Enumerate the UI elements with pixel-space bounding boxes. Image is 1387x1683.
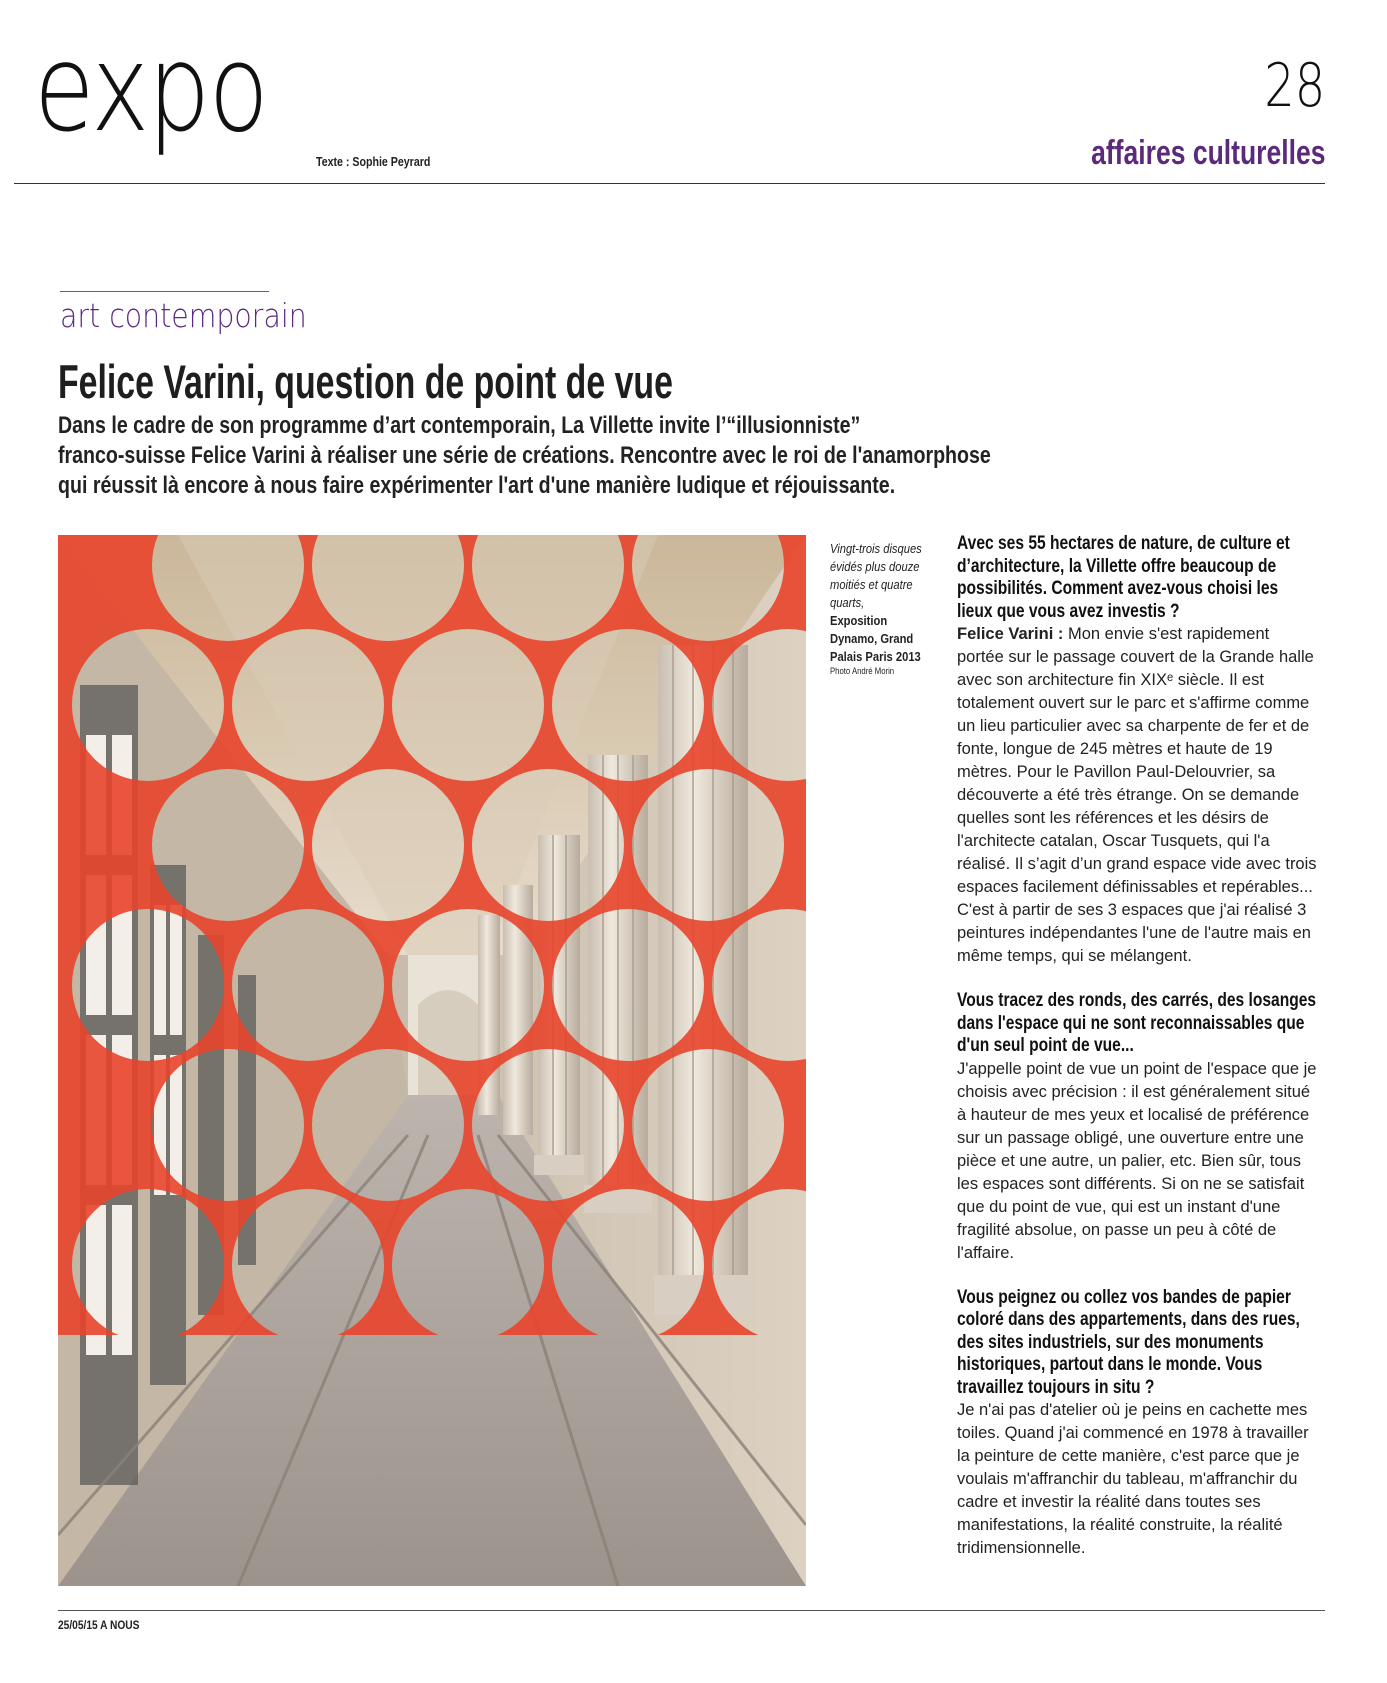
standfirst-line: franco-suisse Felice Varini à réaliser une série de créations. Rencontre avec le roi de l'anamorphose <box>58 442 991 469</box>
byline: Texte : Sophie Peyrard <box>316 155 431 169</box>
caption-title: Vingt-trois disques évidés plus douze moitiés et quatre quarts, <box>830 541 922 610</box>
interview-answer <box>957 1058 1319 1265</box>
kicker-divider <box>60 291 269 292</box>
caption-exhibition: Exposition Dynamo, Grand Palais Paris 2013 <box>830 613 921 664</box>
qa-block <box>957 1287 1317 1561</box>
footer-divider <box>58 1610 1325 1611</box>
answer-text: Je n'ai pas d'atelier où je peins en cachette mes toiles. Quand j'ai commencé en 1978 à travailler la peinture de cette manière, c'est parce que je voulais m'affranchir du tableau, m'affranchir du cadre et investir la réalité dans toutes ses manifestations, la réalité construite, la réalité tridimensionnelle. <box>957 1401 1309 1557</box>
installation-photo <box>58 535 806 1586</box>
header-divider <box>14 183 1325 184</box>
standfirst-line: Dans le cadre de son programme d’art contemporain, La Villette invite l’“illusionniste” <box>58 412 861 439</box>
kicker: art contemporain <box>60 296 307 335</box>
photo-credit: Photo André Morin <box>830 666 895 676</box>
answer-text: J'appelle point de vue un point de l'espace que je choisis avec précision : il est généralement situé à hauteur de mes yeux et localisé de préférence sur un passage obligé, une ouverture entre une pièce et une autre, un palier, etc. Bien sûr, tous les espaces sont différents. Si on ne se satisfait que du point de vue, qui est un instant d'une fragilité absolue, on passe un peu à côté de l'affaire. <box>957 1059 1317 1262</box>
interview-question: Avec ses 55 hectares de nature, de culture et d’architecture, la Villette offre beaucoup de possibilités. Comment avez-vous choisi les lieux que vous avez investis ? <box>957 533 1290 622</box>
standfirst-line: qui réussit là encore à nous faire expérimenter l'art d'une manière ludique et réjouissante. <box>58 472 896 499</box>
interview-answer <box>957 623 1319 968</box>
speaker-name: Felice Varini : <box>957 625 1064 643</box>
standfirst <box>58 411 1026 501</box>
page-number: 28 <box>1263 51 1325 121</box>
interview-column <box>957 533 1317 1582</box>
footer-folio: 25/05/15 A NOUS <box>58 1618 140 1632</box>
interview-question: Vous peignez ou collez vos bandes de papier coloré dans des appartements, dans des rues, des sites industriels, sur des monuments historiques, partout dans le monde. Vous travaillez toujours in situ ? <box>957 1286 1300 1398</box>
interview-question: Vous tracez des ronds, des carrés, des losanges dans l'espace qui ne sont reconnaissables que d'un seul point de vue... <box>957 990 1317 1056</box>
qa-block <box>957 990 1317 1265</box>
photo-caption <box>830 540 925 677</box>
section-title: affaires culturelles <box>1090 134 1325 172</box>
answer-text: Mon envie s'est rapidement portée sur le passage couvert de la Grande halle avec son architecture fin XIXᵉ siècle. Il est totalement ouvert sur le parc et s'affirme comme un lieu particulier avec sa charpente de fer et de fonte, longue de 245 mètres et haute de 19 mètres. Pour le Pavillon Paul-Delouvrier, sa découverte a été très étrange. On se demande quelles sont les références et les désirs de l'architecte catalan, Oscar Tusquets, qui l'a réalisé. Il s’agit d’un grand espace vide avec trois espaces facilement définissables et repérables... C'est à partir de ses 3 espaces que j'ai réalisé 3 peintures indépendantes l'une de l'autre mais en même temps, qui se mélangent. <box>957 625 1317 965</box>
interview-answer <box>957 1399 1319 1560</box>
masthead-title: expo <box>34 20 268 159</box>
headline: Felice Varini, question de point de vue <box>58 355 673 408</box>
qa-block <box>957 533 1317 968</box>
